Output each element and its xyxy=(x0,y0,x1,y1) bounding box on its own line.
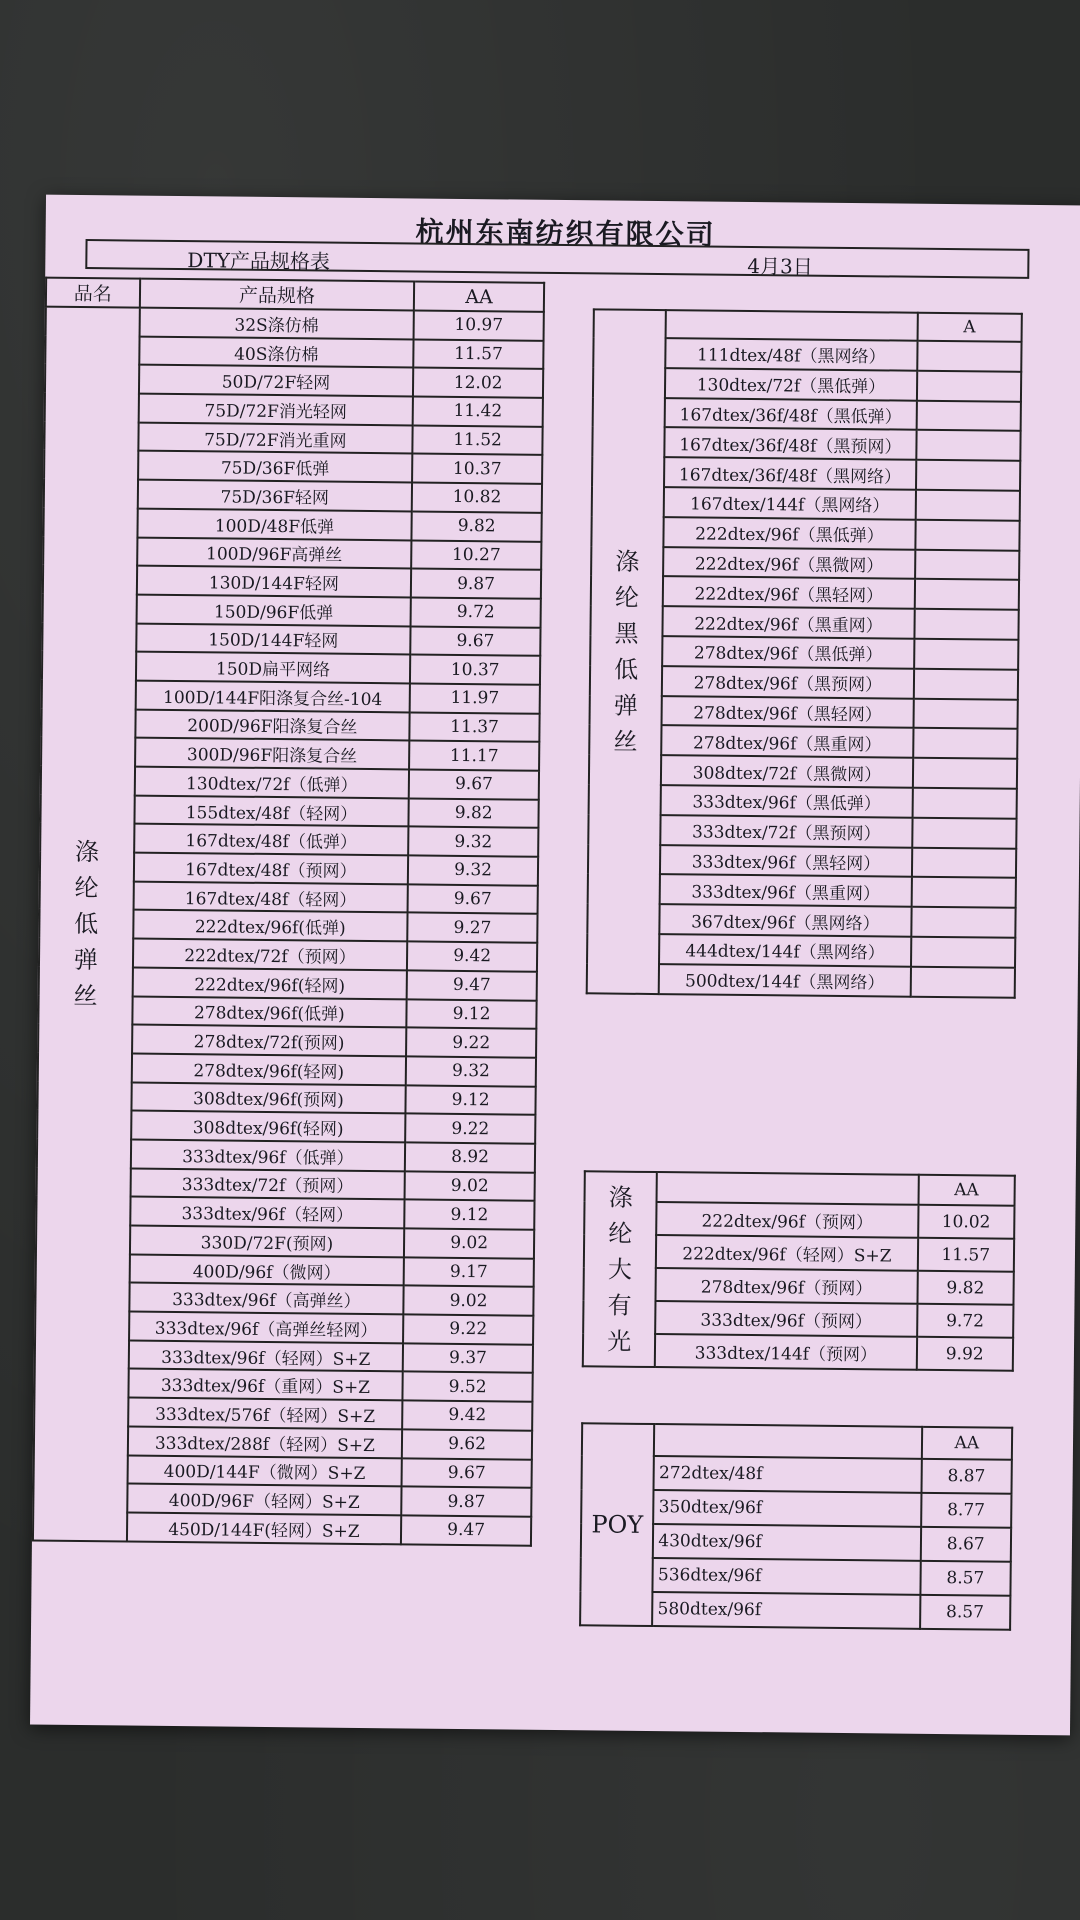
price-cell xyxy=(912,788,1017,819)
price-cell: 9.47 xyxy=(401,1515,531,1545)
spec-cell: 167dtex/36f/48f（黑低弹） xyxy=(665,398,916,430)
price-cell xyxy=(917,341,1022,372)
price-cell: 9.32 xyxy=(408,855,538,885)
price-cell: 8.87 xyxy=(921,1459,1012,1494)
price-cell xyxy=(911,877,1016,908)
price-cell: 9.82 xyxy=(917,1271,1014,1305)
spec-cell: 222dtex/96f(低弹) xyxy=(133,910,408,942)
price-sheet-paper xyxy=(30,195,1080,1736)
price-cell: 9.82 xyxy=(412,511,542,541)
main-spec-table xyxy=(32,277,545,1547)
spec-cell: 278dtex/72f(预网) xyxy=(132,1025,407,1057)
price-cell: 11.52 xyxy=(413,425,543,455)
price-cell: 10.37 xyxy=(410,655,540,685)
spec-cell: 536dtex/96f xyxy=(653,1558,921,1595)
spec-cell: 333dtex/576f（轻网）S+Z xyxy=(128,1398,403,1430)
spec-cell: 75D/72F消光重网 xyxy=(138,422,413,454)
price-cell: 9.02 xyxy=(404,1228,534,1258)
spec-cell: 333dtex/96f（轻网） xyxy=(130,1197,405,1229)
spec-cell: 130dtex/72f（低弹） xyxy=(134,767,409,799)
price-cell: 9.72 xyxy=(411,597,541,627)
price-cell: 12.02 xyxy=(413,368,543,398)
price-cell xyxy=(913,698,1018,729)
price-cell xyxy=(912,758,1017,789)
price-cell: 9.47 xyxy=(407,970,537,1000)
spec-cell: 200D/96F阳涤复合丝 xyxy=(135,709,410,741)
table-row xyxy=(46,307,544,341)
spec-cell: 444dtex/144f（黑网络） xyxy=(659,934,910,966)
price-cell: 9.22 xyxy=(406,1028,536,1058)
spec-cell: 500dtex/144f（黑网络） xyxy=(659,964,910,996)
header-spec: 产品规格 xyxy=(140,279,415,311)
spec-cell: 278dtex/96f（黑轻网） xyxy=(662,696,913,728)
spec-cell: 300D/96F阳涤复合丝 xyxy=(135,738,410,770)
spec-cell: 333dtex/96f（轻网）S+Z xyxy=(128,1340,403,1372)
price-cell: 9.02 xyxy=(404,1286,534,1316)
price-cell: 10.97 xyxy=(414,310,544,340)
spec-cell: 167dtex/48f（轻网） xyxy=(133,881,408,913)
spec-cell: 333dtex/96f（重网）S+Z xyxy=(128,1369,403,1401)
spec-cell: 222dtex/96f（轻网）S+Z xyxy=(656,1235,918,1271)
price-cell: 9.67 xyxy=(409,769,539,799)
spec-cell: 222dtex/96f(轻网) xyxy=(132,967,407,999)
price-cell xyxy=(915,490,1020,521)
spec-cell: 111dtex/48f（黑网络） xyxy=(666,338,917,370)
main-category-cell xyxy=(33,307,140,1541)
spec-cell: 75D/36F低弹 xyxy=(138,451,413,483)
price-cell: 9.12 xyxy=(404,1200,534,1230)
spec-cell: 100D/144F阳涤复合丝-104 xyxy=(135,680,410,712)
black-yarn-table xyxy=(586,308,1023,998)
spec-cell: 167dtex/48f（预网） xyxy=(133,853,408,885)
price-cell xyxy=(911,937,1016,968)
spec-cell: 308dtex/72f（黑微网） xyxy=(661,755,912,787)
poy-header-row xyxy=(582,1423,1012,1460)
price-cell xyxy=(913,728,1018,759)
spec-cell: 308dtex/96f(预网) xyxy=(131,1082,406,1114)
spec-cell: 333dtex/144f（预网） xyxy=(655,1334,917,1370)
price-cell xyxy=(916,430,1021,461)
price-cell: 10.02 xyxy=(918,1205,1015,1239)
spec-cell: 167dtex/36f/48f（黑网络） xyxy=(664,457,915,489)
price-cell xyxy=(911,907,1016,938)
price-cell: 9.67 xyxy=(408,884,538,914)
spec-cell: 430dtex/96f xyxy=(653,1524,921,1561)
spec-cell: 333dtex/96f（黑低弹） xyxy=(661,785,912,817)
price-cell xyxy=(915,519,1020,550)
spec-cell: 75D/72F消光轻网 xyxy=(138,394,413,426)
main-category-label: 涤纶低弹丝 xyxy=(73,837,100,1010)
spec-cell: 222dtex/72f（预网） xyxy=(133,939,408,971)
company-name: 杭州东南纺织有限公司 xyxy=(415,215,716,252)
price-cell xyxy=(916,371,1021,402)
price-cell xyxy=(914,579,1019,610)
price-cell: 11.97 xyxy=(410,683,540,713)
spec-cell: 167dtex/36f/48f（黑预网） xyxy=(665,427,916,459)
spec-cell: 167dtex/144f（黑网络） xyxy=(664,487,915,519)
black-header-grade: A xyxy=(917,313,1022,342)
black-header-spec xyxy=(666,310,917,341)
price-cell: 11.57 xyxy=(413,339,543,369)
spec-cell: 278dtex/96f（黑预网） xyxy=(662,666,913,698)
spec-cell: 272dtex/48f xyxy=(654,1456,922,1493)
black-header-row xyxy=(594,309,1022,341)
price-cell: 8.67 xyxy=(920,1527,1011,1562)
price-cell: 10.82 xyxy=(412,483,542,513)
price-cell xyxy=(915,549,1020,580)
price-cell xyxy=(913,668,1018,699)
spec-cell: 400D/96f（微网） xyxy=(129,1254,404,1286)
header-grade: AA xyxy=(414,281,544,311)
spec-cell: 100D/96F高弹丝 xyxy=(137,537,412,569)
price-cell: 9.12 xyxy=(407,999,537,1029)
spec-cell: 50D/72F轻网 xyxy=(139,365,414,397)
bright-category-label: 涤纶大有光 xyxy=(607,1183,633,1356)
spec-cell: 278dtex/96f（黑重网） xyxy=(662,725,913,757)
price-cell xyxy=(914,639,1019,670)
spec-cell: 333dtex/72f（预网） xyxy=(130,1168,405,1200)
price-cell: 9.17 xyxy=(404,1257,534,1287)
poy-category-label: POY xyxy=(591,1510,644,1539)
spec-cell: 278dtex/96f(低弹) xyxy=(132,996,407,1028)
spec-cell: 367dtex/96f（黑网络） xyxy=(660,904,911,936)
spec-cell: 222dtex/96f（黑微网） xyxy=(663,547,914,579)
spec-cell: 222dtex/96f（预网） xyxy=(657,1202,919,1238)
price-cell: 9.27 xyxy=(407,913,537,943)
spec-cell: 222dtex/96f（黑低弹） xyxy=(664,517,915,549)
price-cell: 9.87 xyxy=(411,569,541,599)
spec-cell: 130D/144F轻网 xyxy=(136,566,411,598)
price-cell: 11.42 xyxy=(413,397,543,427)
header-category: 品名 xyxy=(46,278,140,308)
price-cell xyxy=(914,609,1019,640)
poy-category-cell xyxy=(580,1423,654,1626)
spec-cell: 222dtex/96f（黑重网） xyxy=(663,606,914,638)
price-cell: 9.67 xyxy=(410,626,540,656)
price-cell: 8.77 xyxy=(921,1493,1012,1528)
price-cell: 9.12 xyxy=(406,1085,536,1115)
price-cell xyxy=(911,847,1016,878)
spec-cell: 333dtex/96f（黑轻网） xyxy=(660,845,911,877)
price-cell: 9.72 xyxy=(917,1304,1014,1338)
price-cell: 9.82 xyxy=(409,798,539,828)
price-cell xyxy=(912,817,1017,848)
price-cell: 9.22 xyxy=(403,1314,533,1344)
spec-cell: 278dtex/96f（黑低弹） xyxy=(662,636,913,668)
price-cell: 10.27 xyxy=(411,540,541,570)
spec-cell: 278dtex/96f（预网） xyxy=(656,1268,918,1304)
price-cell: 9.42 xyxy=(407,942,537,972)
price-cell: 9.02 xyxy=(405,1171,535,1201)
spec-cell: 400D/96F（轻网）S+Z xyxy=(127,1484,402,1516)
price-cell: 8.57 xyxy=(920,1595,1011,1630)
spec-cell: 333dtex/96f（预网） xyxy=(655,1301,917,1337)
bright-header-row xyxy=(585,1171,1015,1206)
price-cell: 9.22 xyxy=(405,1114,535,1144)
spec-cell: 333dtex/96f（黑重网） xyxy=(660,874,911,906)
price-cell: 9.62 xyxy=(402,1429,532,1459)
table-title: DTY产品规格表 xyxy=(187,248,331,274)
price-cell xyxy=(916,400,1021,431)
black-category-cell xyxy=(587,309,666,993)
poy-table xyxy=(579,1422,1013,1631)
spec-cell: 308dtex/96f(轻网) xyxy=(131,1111,406,1143)
price-cell: 11.57 xyxy=(917,1238,1014,1272)
spec-cell: 330D/72F(预网) xyxy=(130,1226,405,1258)
date-label: 4月3日 xyxy=(747,253,813,279)
price-cell: 9.92 xyxy=(916,1337,1013,1371)
spec-cell: 40S涤仿棉 xyxy=(139,336,414,368)
price-cell: 9.37 xyxy=(403,1343,533,1373)
spec-cell: 333dtex/288f（轻网）S+Z xyxy=(127,1426,402,1458)
spec-cell: 333dtex/72f（黑预网） xyxy=(661,815,912,847)
bright-category-cell xyxy=(583,1171,657,1367)
spec-cell: 333dtex/96f（低弹） xyxy=(130,1139,405,1171)
spec-cell: 100D/48F低弹 xyxy=(137,508,412,540)
price-cell: 9.42 xyxy=(402,1401,532,1431)
poy-header-spec xyxy=(654,1424,922,1459)
spec-cell: 222dtex/96f（黑轻网） xyxy=(663,576,914,608)
bright-header-grade: AA xyxy=(918,1175,1015,1206)
spec-cell: 150D扁平网络 xyxy=(136,652,411,684)
price-cell: 8.92 xyxy=(405,1142,535,1172)
price-cell: 11.17 xyxy=(409,741,539,771)
poy-header-grade: AA xyxy=(921,1427,1012,1460)
spec-cell: 400D/144F（微网）S+Z xyxy=(127,1455,402,1487)
spec-cell: 350dtex/96f xyxy=(653,1490,921,1527)
price-cell: 9.87 xyxy=(401,1487,531,1517)
price-cell: 9.32 xyxy=(406,1056,536,1086)
spec-cell: 32S涤仿棉 xyxy=(139,308,414,340)
black-category-label: 涤纶黑低弹丝 xyxy=(613,547,640,756)
price-cell: 9.67 xyxy=(402,1458,532,1488)
price-cell xyxy=(910,966,1015,997)
bright-header-spec xyxy=(657,1172,919,1205)
spec-cell: 150D/96F低弹 xyxy=(136,594,411,626)
spec-cell: 167dtex/48f（低弹） xyxy=(134,824,409,856)
price-cell: 10.37 xyxy=(412,454,542,484)
bright-yarn-table xyxy=(582,1170,1016,1372)
spec-cell: 130dtex/72f（黑低弹） xyxy=(665,368,916,400)
spec-cell: 75D/36F轻网 xyxy=(137,480,412,512)
spec-cell: 580dtex/96f xyxy=(652,1592,920,1629)
price-cell: 8.57 xyxy=(920,1561,1011,1596)
price-cell: 11.37 xyxy=(410,712,540,742)
price-cell: 9.52 xyxy=(403,1372,533,1402)
spec-cell: 450D/144F(轻网）S+Z xyxy=(127,1512,402,1544)
spec-cell: 150D/144F轻网 xyxy=(136,623,411,655)
price-cell xyxy=(915,460,1020,491)
price-cell: 9.32 xyxy=(408,827,538,857)
spec-cell: 155dtex/48f（轻网） xyxy=(134,795,409,827)
spec-cell: 333dtex/96f（高弹丝） xyxy=(129,1283,404,1315)
spec-cell: 278dtex/96f(轻网) xyxy=(131,1053,406,1085)
spec-cell: 333dtex/96f（高弹丝轻网） xyxy=(129,1312,404,1344)
